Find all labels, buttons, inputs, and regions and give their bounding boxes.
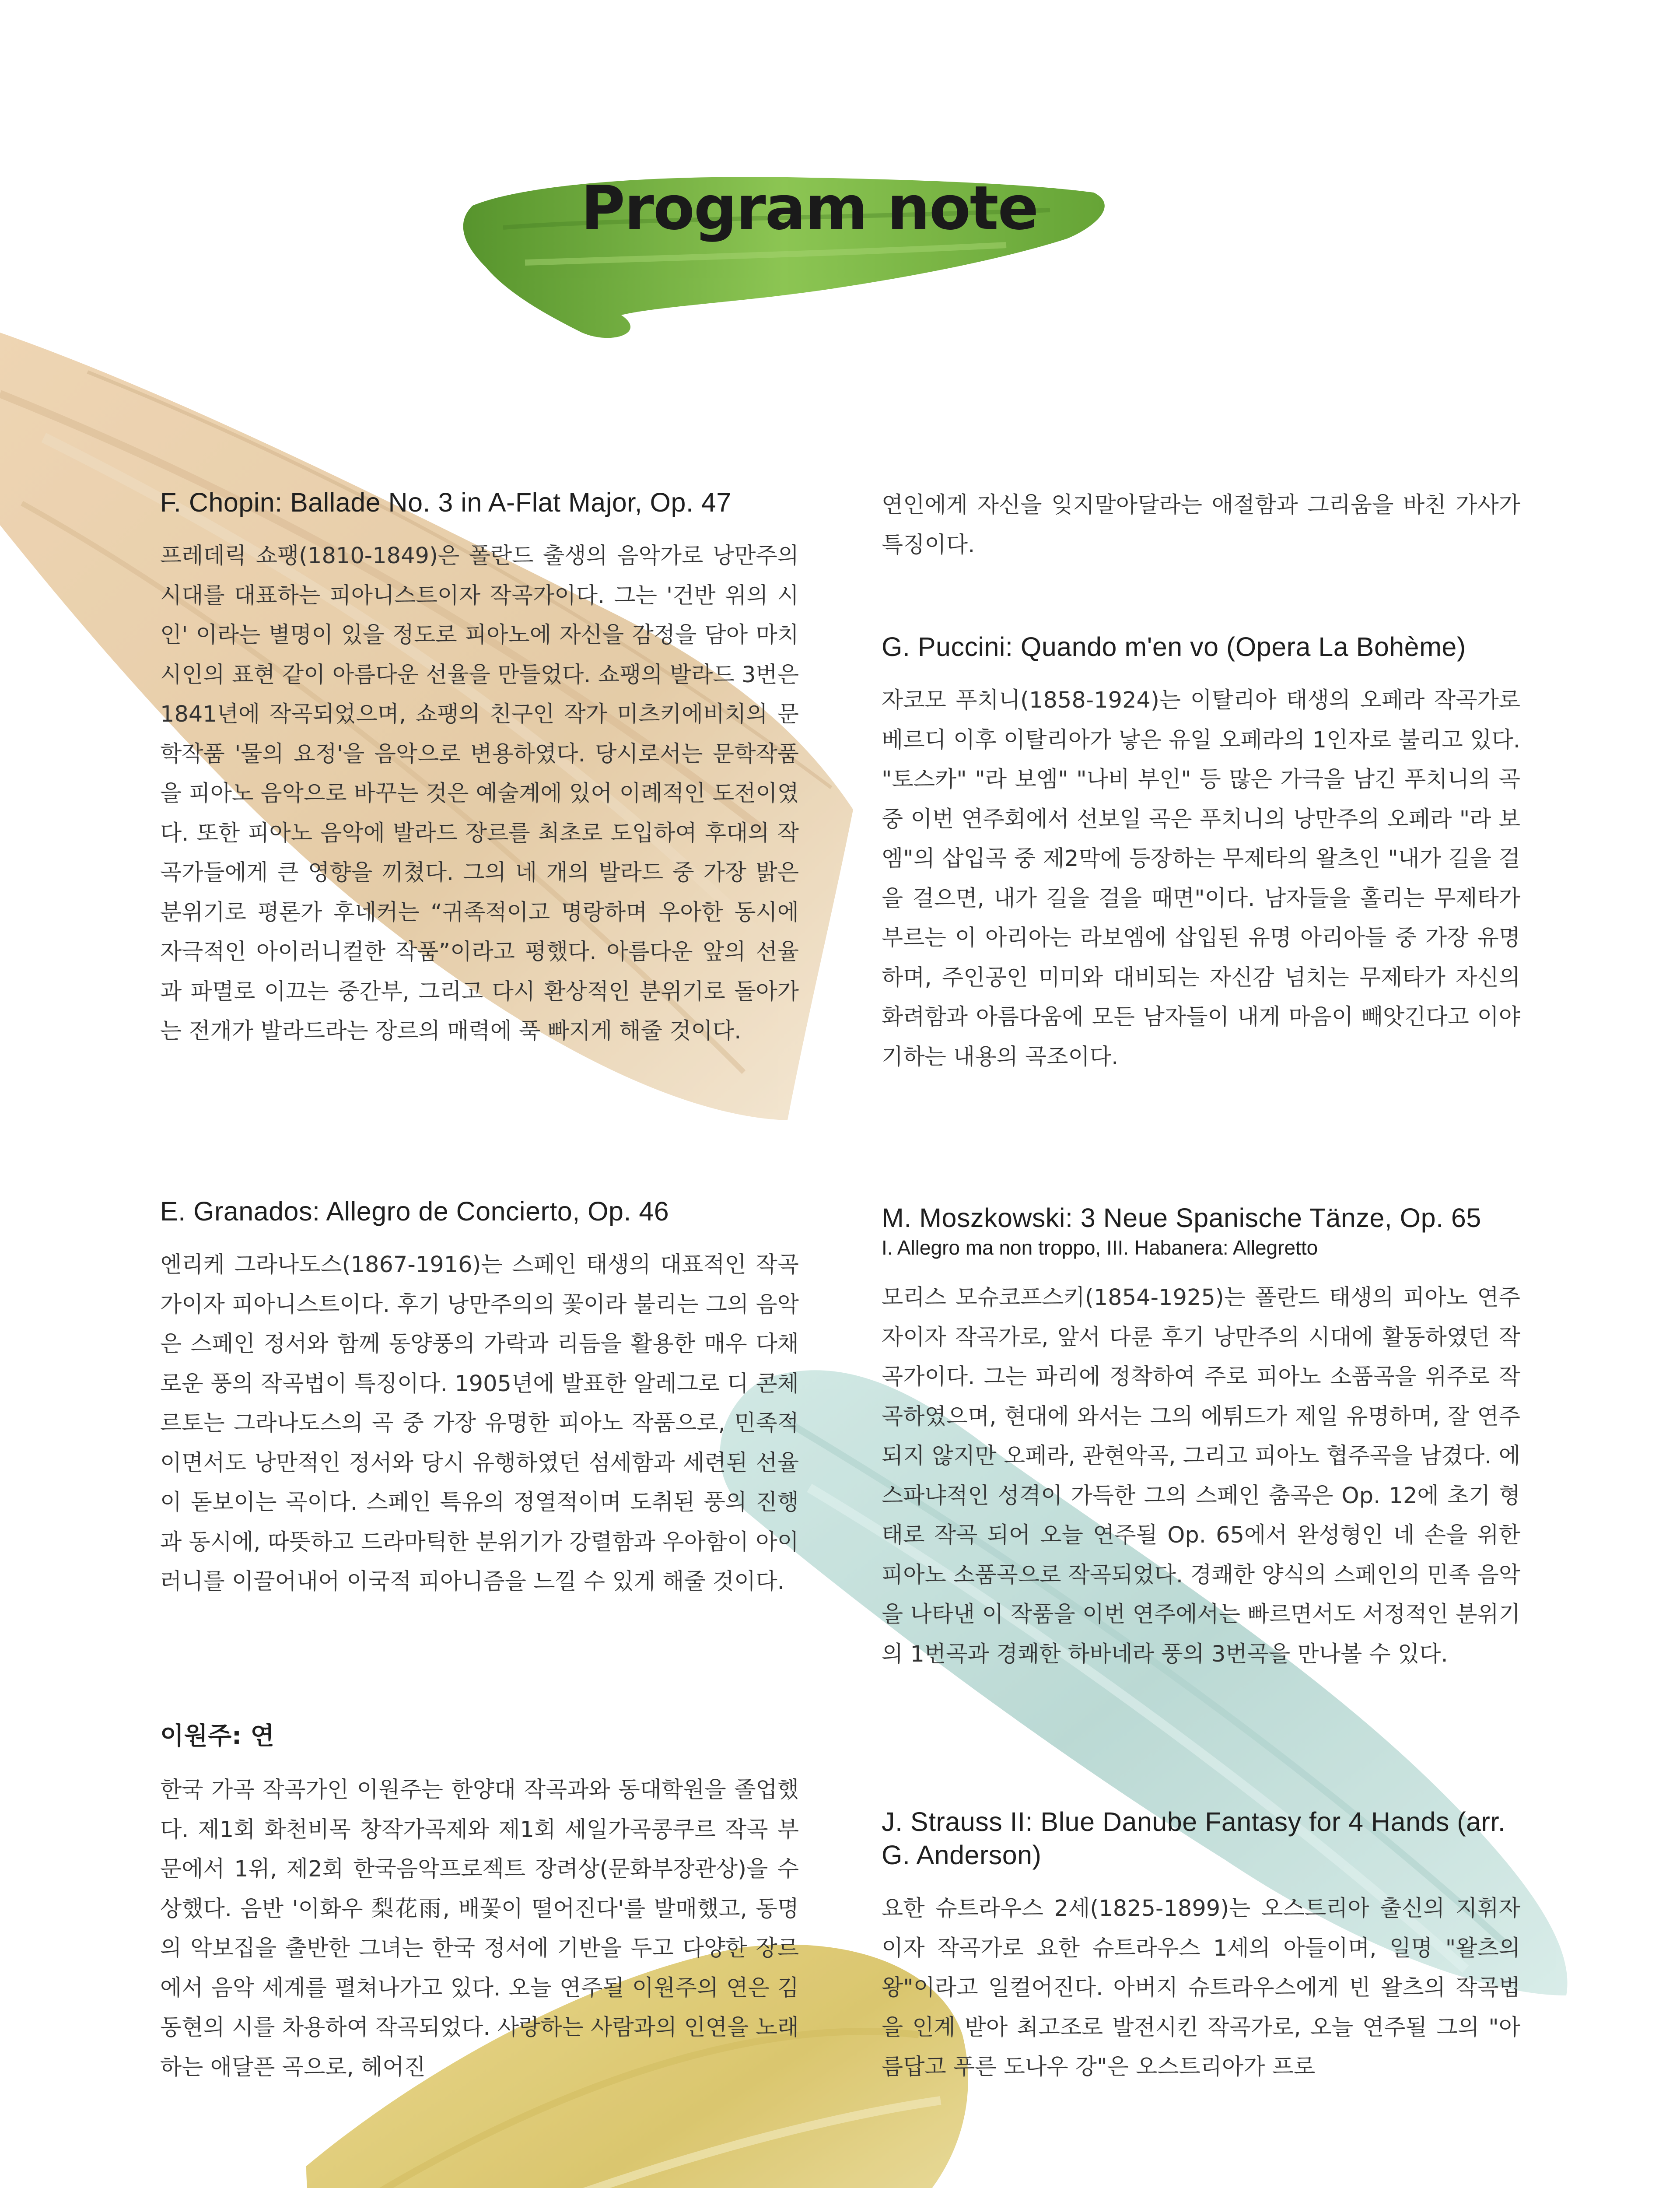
section-puccini bbox=[882, 630, 1520, 1201]
section-strauss bbox=[882, 1805, 1520, 2087]
section-subheading: I. Allegro ma non troppo, III. Habanera: Allegretto bbox=[882, 1236, 1318, 1259]
section-body-continued: 연인에게 자신을 잊지말아달라는 애절함과 그리움을 바친 가사가 특징이다. bbox=[882, 492, 1520, 558]
section-lee bbox=[160, 1720, 799, 2087]
page-title: Program note bbox=[581, 173, 1038, 243]
section-granados bbox=[160, 1195, 799, 1720]
section-body: 모리스 모슈코프스키(1854-1925)는 폴란드 태생의 피아노 연주자이자 작곡가로, 앞서 다룬 후기 낭만주의 시대에 활동하였던 작곡가이다. 그는 파리에 정착하여 주로 피아노 소품곡을 위주로 작곡하였으며, 현대에 와서는 그의 에튀드가 제일 유명하며, 잘 연주되지 않지만 오페라, 관현악곡, 그리고 피아노 협주곡을 남겼다. 에스파냐적인 성격이 가득한 그의 스페인 춤곡은 Op. 12에 초기 형태로 작곡 되어 오늘 연주될 Op. 65에서 완성형인 네 손을 위한 피아노 소품곡으로 작곡되었다. 경쾌한 양식의 스페인의 민족 음악을 나타낸 이 작품을 이번 연주에서는 빠르면서도 서정적인 분위기의 1번곡과 경쾌한 하바네라 풍의 3번곡을 만나볼 수 있다. bbox=[882, 1285, 1520, 1667]
section-body: 프레데릭 쇼팽(1810-1849)은 폴란드 출생의 음악가로 낭만주의 시대를 대표하는 피아니스트이자 작곡가이다. 그는 '건반 위의 시인' 이라는 별명이 있을 정도로 피아노에 자신을 감정을 담아 마치 시인의 표현 같이 아름다운 선율을 만들었다. 쇼팽의 발라드 3번은 1841년에 작곡되었으며, 쇼팽의 친구인 작가 미츠키에비치의 문학작품 '물의 요정'을 음악으로 변용하였다. 당시로서는 문학작품을 피아노 음악으로 바꾸는 것은 예술계에 있어 이례적인 도전이였다. 또한 피아노 음악에 발라드 장르를 최초로 도입하여 후대의 작곡가들에게 큰 영향을 끼쳤다. 그의 네 개의 발라드 중 가장 밝은 분위기로 평론가 후네커는 “귀족적이고 명랑하며 우아한 동시에 자극적인 아이러니컬한 작품”이라고 평했다. 아름다운 앞의 선율과 파멸로 이끄는 중간부, 그리고 다시 환상적인 분위기로 돌아가는 전개가 발라드라는 장르의 매력에 푹 빠지게 해줄 것이다. bbox=[160, 543, 799, 1044]
left-column bbox=[160, 486, 799, 2087]
section-moszkowski bbox=[882, 1201, 1520, 1805]
section-heading: J. Strauss II: Blue Danube Fantasy for 4 Hands (arr. G. Anderson) bbox=[882, 1807, 1506, 1870]
section-body: 한국 가곡 작곡가인 이원주는 한양대 작곡과와 동대학원을 졸업했다. 제1회 화천비목 창작가곡제와 제1회 세일가곡콩쿠르 작곡 부문에서 1위, 제2회 한국음악프로젝트 장려상(문화부장관상)을 수상했다. 음반 '이화우 梨花雨, 배꽃이 떨어진다'를 발매했고, 동명의 악보집을 출반한 그녀는 한국 정서에 기반을 두고 다양한 장르에서 음악 세계를 펼쳐나가고 있다. 오늘 연주될 이원주의 연은 김동현의 시를 차용하여 작곡되었다. 사랑하는 사람과의 인연을 노래하는 애달픈 곡으로, 헤어진 bbox=[160, 1777, 799, 2080]
section-lee-continued bbox=[882, 486, 1520, 630]
section-heading: F. Chopin: Ballade No. 3 in A-Flat Major, Op. 47 bbox=[160, 487, 732, 517]
right-column bbox=[882, 486, 1520, 2087]
section-body: 엔리케 그라나도스(1867-1916)는 스페인 태생의 대표적인 작곡가이자 피아니스트이다. 후기 낭만주의의 꽃이라 불리는 그의 음악은 스페인 정서와 함께 동양풍의 가락과 리듬을 활용한 매우 다채로운 풍의 작곡법이 특징이다. 1905년에 발표한 알레그로 디 콘체르토는 그라나도스의 곡 중 가장 유명한 피아노 작품으로, 민족적이면서도 낭만적인 정서와 당시 유행하였던 섬세함과 세련된 선율이 돋보이는 곡이다. 스페인 특유의 정열적이며 도취된 풍의 진행과 동시에, 따뜻하고 드라마틱한 분위기가 강렬함과 우아함이 아이러니를 이끌어내어 이국적 피아니즘을 느낄 수 있게 해줄 것이다. bbox=[160, 1252, 799, 1595]
section-chopin bbox=[160, 486, 799, 1195]
section-heading: G. Puccini: Quando m'en vo (Opera La Bohème) bbox=[882, 632, 1466, 662]
section-heading: E. Granados: Allegro de Concierto, Op. 46 bbox=[160, 1196, 669, 1226]
section-body: 요한 슈트라우스 2세(1825-1899)는 오스트리아 출신의 지휘자이자 작곡가로 요한 슈트라우스 1세의 아들이며, 일명 "왈츠의 왕"이라고 일컬어진다. 아버지 슈트라우스에게 빈 왈츠의 작곡법을 인계 받아 최고조로 발전시킨 작곡가로, 오늘 연주될 그의 "아름답고 푸른 도나우 강"은 오스트리아가 프로 bbox=[882, 1896, 1520, 2080]
section-heading: 이원주: 연 bbox=[160, 1722, 275, 1750]
section-body: 자코모 푸치니(1858-1924)는 이탈리아 태생의 오페라 작곡가로 베르디 이후 이탈리아가 낳은 유일 오페라의 1인자로 불리고 있다. "토스카" "라 보엠" "나비 부인" 등 많은 가극을 남긴 푸치니의 곡 중 이번 연주회에서 선보일 곡은 푸치니의 낭만주의 오페라 "라 보엠"의 삽입곡 중 제2막에 등장하는 무제타의 왈츠인 "내가 길을 걸을 걸으면, 내가 길을 걸을 때면"이다. 남자들을 홀리는 무제타가 부르는 이 아리아는 라보엠에 삽입된 유명 아리아들 중 가장 유명하며, 주인공인 미미와 대비되는 자신감 넘치는 무제타가 자신의 화려함과 아름다움에 모든 남자들이 내게 마음이 빼앗긴다고 이야기하는 내용의 곡조이다. bbox=[882, 687, 1520, 1070]
section-heading: M. Moszkowski: 3 Neue Spanische Tänze, Op. 65 bbox=[882, 1203, 1481, 1233]
